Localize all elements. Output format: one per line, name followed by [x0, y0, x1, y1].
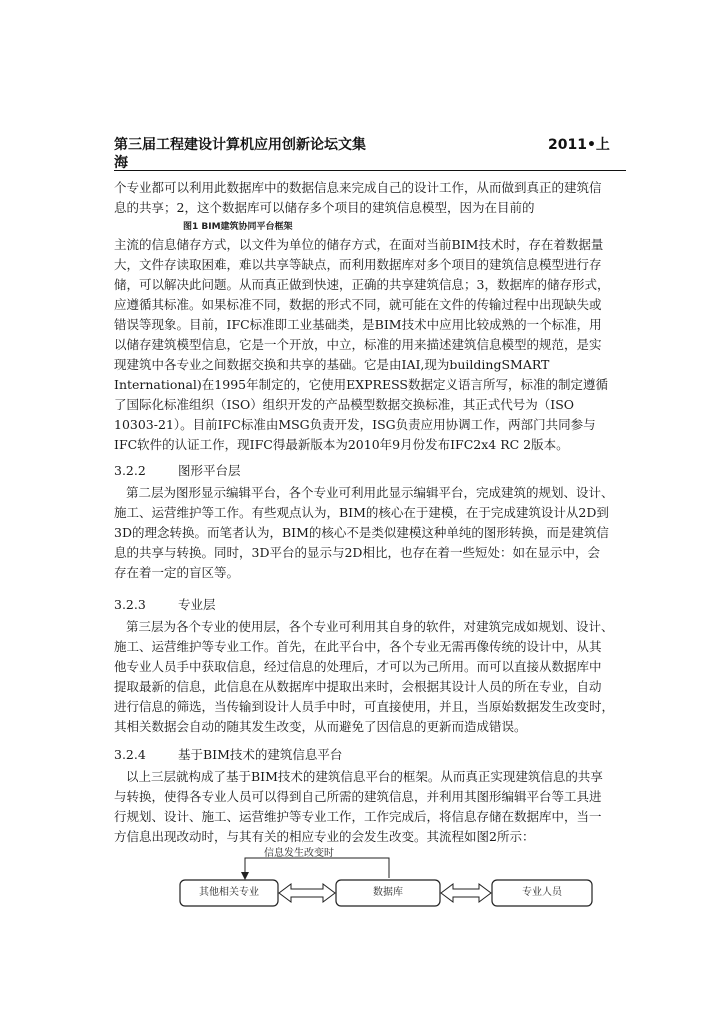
text-line: 10303-21）。目前IFC标准由MSG负责开发，ISG负责应用协调工作，两部门共同参与: [114, 417, 596, 432]
text-line: 息的共享与转换。同时，3D平台的显示与2D相比，也存在着一些短处：如在显示中，会: [114, 545, 600, 560]
double-arrow-right: [441, 884, 491, 902]
text-line: IFC软件的认证工作，现IFC得最新版本为2010年9月份发布IFC2x4 RC 2版本。: [114, 437, 569, 452]
section-title: 图形平台层: [178, 463, 241, 478]
text-line: 施工、运营维护等专业工作。首先，在此平台中，各个专业无需再像传统的设计中，从其: [114, 639, 602, 654]
text-line: 施工、运营维护等工作。有些观点认为，BIM的核心在于建模，在于完成建筑设计从2D到: [114, 505, 609, 520]
loop-label: 信息发生改变时: [264, 848, 334, 859]
section-title: 基于BIM技术的建筑信息平台: [178, 747, 343, 762]
text-line: 以上三层就构成了基于BIM技术的建筑信息平台的框架。从而真正实现建筑信息的共享: [126, 769, 603, 784]
text-line: 个专业都可以利用此数据库中的数据信息来完成自己的设计工作，从而做到真正的建筑信: [114, 180, 602, 195]
section-number: 3.2.3: [114, 597, 146, 612]
section-number: 3.2.4: [114, 747, 146, 762]
loop-arrowhead: [241, 872, 249, 880]
section-title: 专业层: [178, 597, 216, 612]
text-line: International)在1995年制定的，它使用EXPRESS数据定义语言所写，标准的制定遵循: [114, 377, 609, 392]
box-database-label: 数据库: [373, 887, 403, 898]
text-line: 3D的理念转换。而笔者认为，BIM的核心不是类似建模这种单纯的图形转换，而是建筑信: [114, 525, 609, 540]
text-line: 息的共享；2，这个数据库可以储存多个项目的建筑信息模型，因为在目前的: [114, 200, 535, 215]
text-line: 大，文件存读取困难，难以共享等缺点，而利用数据库对多个项目的建筑信息模型进行存: [114, 257, 602, 272]
text-line: 错误等现象。目前，IFC标准即工业基础类，是BIM技术中应用比较成熟的一个标准，用: [114, 317, 602, 332]
box-professionals-label: 专业人员: [522, 887, 562, 898]
loop-connector: [245, 858, 389, 878]
text-line: 进行信息的筛选，当传输到设计人员手中时，可直接使用，并且，当原始数据发生改变时，: [114, 699, 615, 714]
double-arrow-left: [279, 884, 335, 902]
text-line: 行规划、设计、施工、运营维护等专业工作，工作完成后，将信息存储在数据库中，当一: [114, 809, 602, 824]
text-line: 存在着一定的盲区等。: [114, 565, 240, 580]
header-year: 2011•上: [548, 137, 610, 153]
box-other-disciplines-label: 其他相关专业: [199, 887, 259, 898]
header-title-continuation: 海: [114, 155, 128, 171]
text-line: 第二层为图形显示编辑平台，各个专业可利用此显示编辑平台，完成建筑的规划、设计、: [126, 485, 614, 500]
text-line: 以储存建筑模型信息，它是一个开放，中立，标准的用来描述建筑信息模型的规范，是实: [114, 337, 602, 352]
text-line: 第三层为各个专业的使用层，各个专业可利用其自身的软件，对建筑完成如规划、设计、: [126, 619, 614, 634]
text-line: 其相关数据会自动的随其发生改变，从而避免了因信息的更新而造成错误。: [114, 719, 527, 734]
figure-1-caption: 图1 BIM建筑协同平台框架: [183, 222, 293, 232]
text-line: 提取最新的信息，此信息在从数据库中提取出来时，会根据其设计人员的所在专业，自动: [114, 679, 602, 694]
text-line: 现建筑中各专业之间数据交换和共享的基础。它是由IAI,现为buildingSMART: [114, 357, 550, 372]
section-number: 3.2.2: [114, 463, 146, 478]
text-line: 储，可以解决此问题。从而真正做到快速，正确的共享建筑信息；3，数据库的储存形式，: [114, 277, 610, 292]
text-line: 了国际化标准组织（ISO）组织开发的产品模型数据交换标准，其正式代号为（ISO: [114, 397, 574, 412]
header-title: 第三届工程建设计算机应用创新论坛文集: [114, 137, 366, 153]
text-line: 方信息出现改动时，与其有关的相应专业的会发生改变。其流程如图2所示：: [114, 829, 535, 844]
text-line: 主流的信息储存方式，以文件为单位的储存方式，在面对当前BIM技术时，存在着数据量: [114, 237, 604, 252]
text-line: 应遵循其标准。如果标准不同，数据的形式不同，就可能在文件的传输过程中出现缺失或: [114, 297, 602, 312]
text-line: 与转换，使得各专业人员可以得到自己所需的建筑信息，并利用其图形编辑平台等工具进: [114, 789, 602, 804]
text-line: 他专业人员手中获取信息，经过信息的处理后，才可以为己所用。而可以直接从数据库中: [114, 659, 602, 674]
